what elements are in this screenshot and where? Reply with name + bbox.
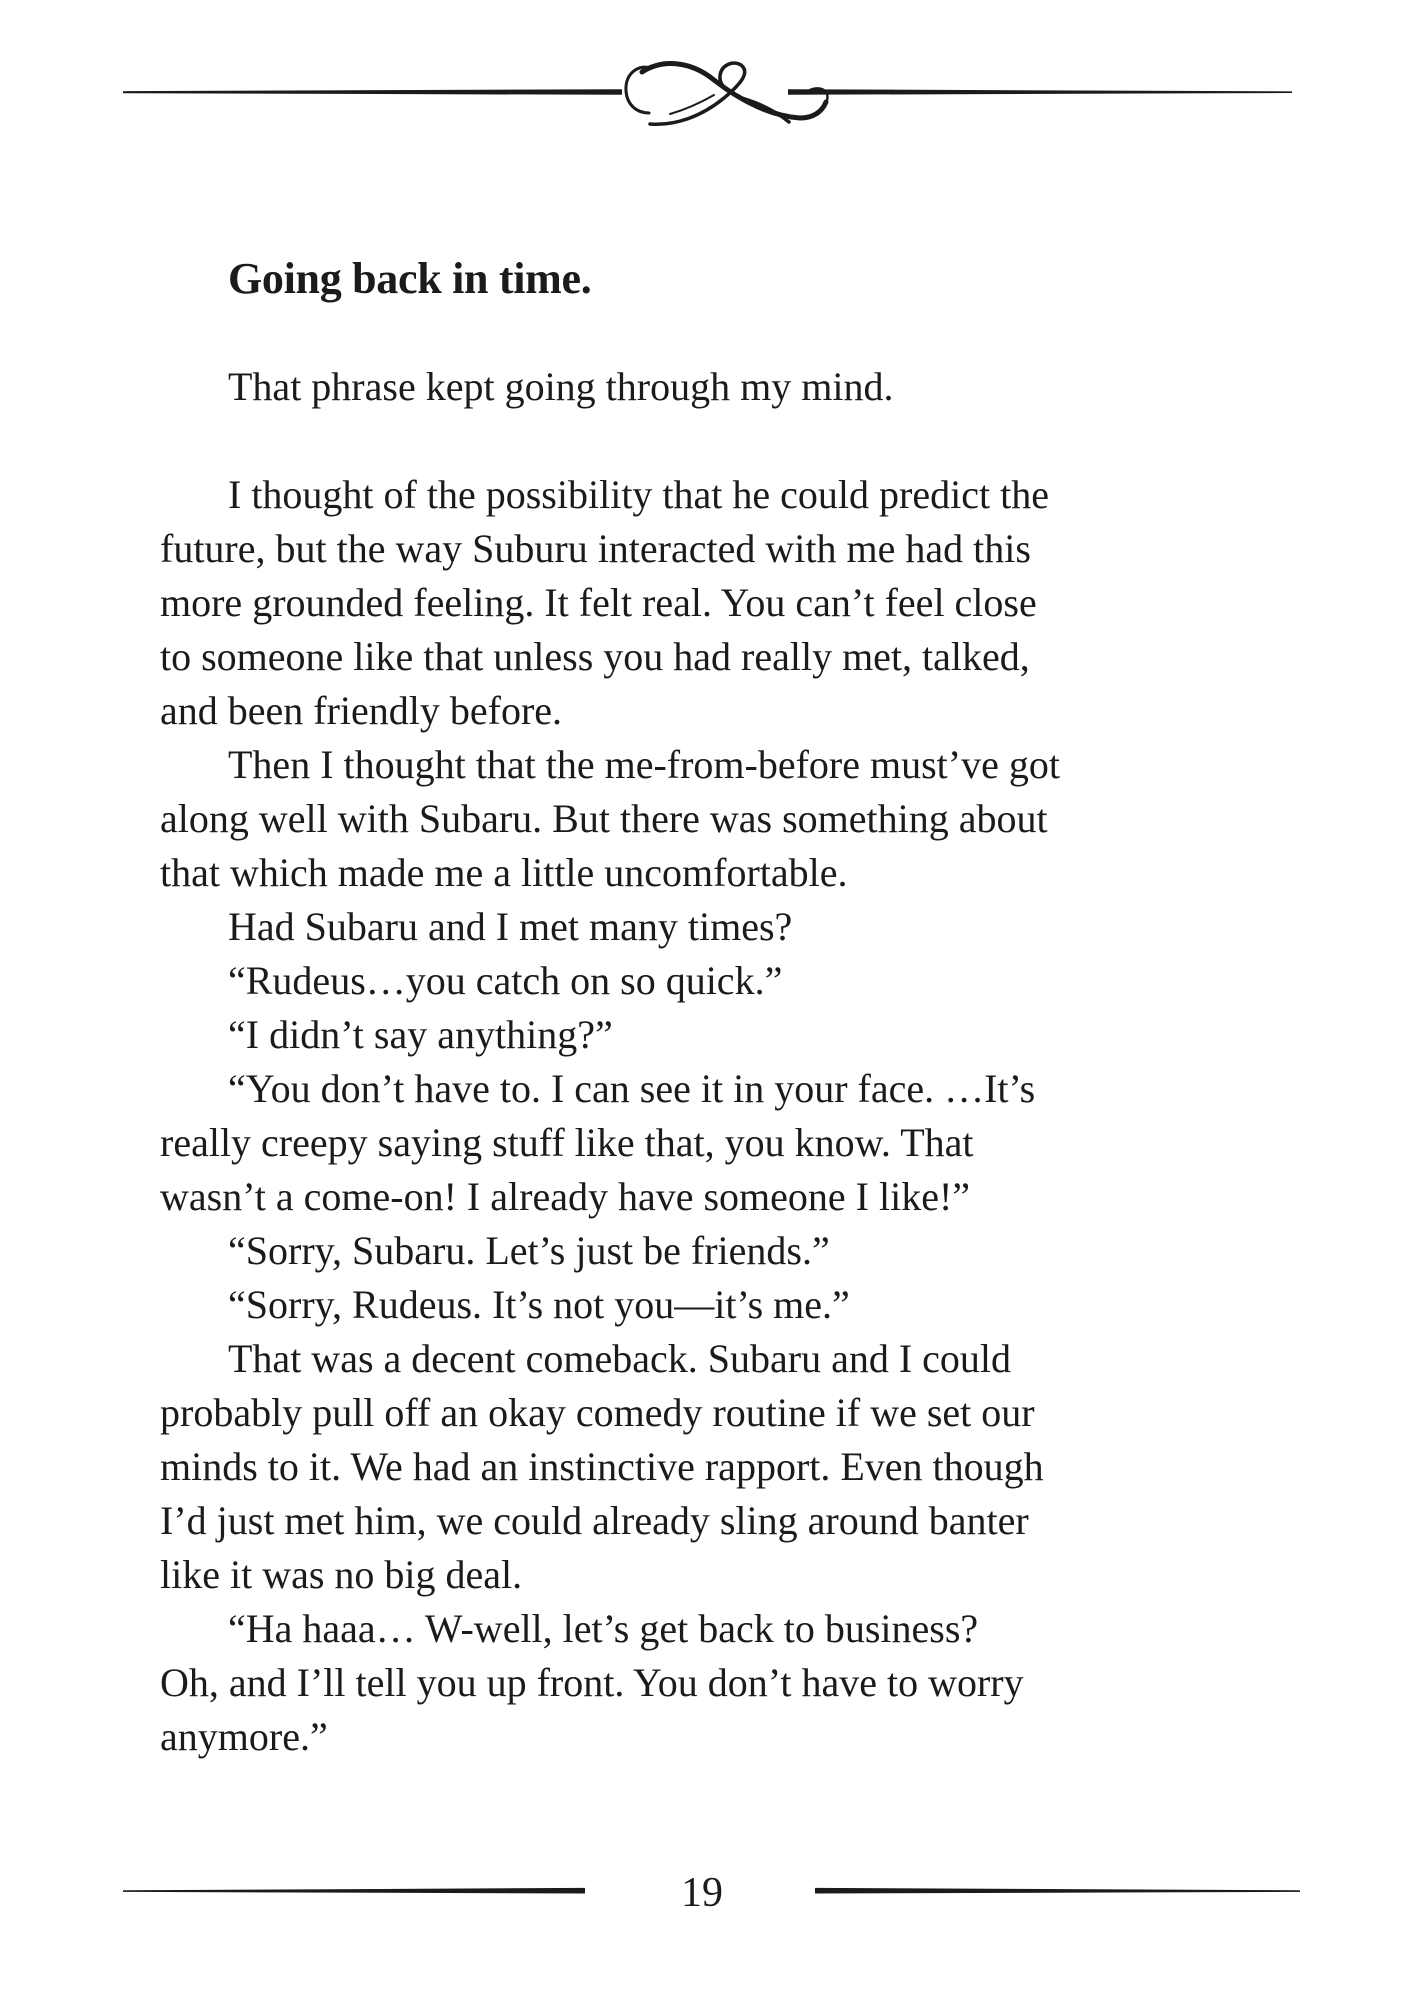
header-divider [0,0,1404,170]
chapter-heading: Going back in time. [228,254,592,303]
text-line: minds to it. We had an instinctive rapport. Even though [160,1444,1044,1489]
page-number: 19 [681,1870,723,1916]
text-line: That was a decent comeback. Subaru and I could [228,1336,1012,1381]
text-line: Oh, and I’ll tell you up front. You don’t have to worry [160,1660,1024,1705]
text-line: “Rudeus…you catch on so quick.” [228,958,783,1003]
text-line: probably pull off an okay comedy routine if we set our [160,1390,1035,1435]
text-line: to someone like that unless you had really met, talked, [160,634,1030,679]
text-line: more grounded feeling. It felt real. You can’t feel close [160,580,1037,625]
text-line: and been friendly before. [160,688,563,733]
page-text [160,252,1270,1764]
header-rule-right [788,89,1292,95]
text-line: “You don’t have to. I can see it in your face. …It’s [228,1066,1036,1111]
text-line: that which made me a little uncomfortable. [160,850,848,895]
text-line: “Sorry, Subaru. Let’s just be friends.” [228,1228,830,1273]
text-line: “Sorry, Rudeus. It’s not you—it’s me.” [228,1282,850,1327]
text-line: Then I thought that the me-from-before must’ve got [228,742,1060,787]
text-line: Had Subaru and I met many times? [228,904,793,949]
text-line: That phrase kept going through my mind. [228,364,894,409]
text-line: “I didn’t say anything?” [228,1012,613,1057]
text-line: I’d just met him, we could already sling around banter [160,1498,1029,1543]
text-line: wasn’t a come-on! I already have someone I like!” [160,1174,971,1219]
text-line: anymore.” [160,1714,328,1759]
text-line: along well with Subaru. But there was something about [160,796,1048,841]
text-line: really creepy saying stuff like that, you know. That [160,1120,974,1165]
text-line: I thought of the possibility that he could predict the [228,472,1049,517]
text-line: like it was no big deal. [160,1552,523,1597]
blank-line [160,414,1270,468]
header-rule-left [123,89,622,95]
text-line: “Ha haaa… W-well, let’s get back to business? [228,1606,979,1651]
blank-line [160,306,1270,360]
text-line: future, but the way Suburu interacted with me had this [160,526,1031,571]
